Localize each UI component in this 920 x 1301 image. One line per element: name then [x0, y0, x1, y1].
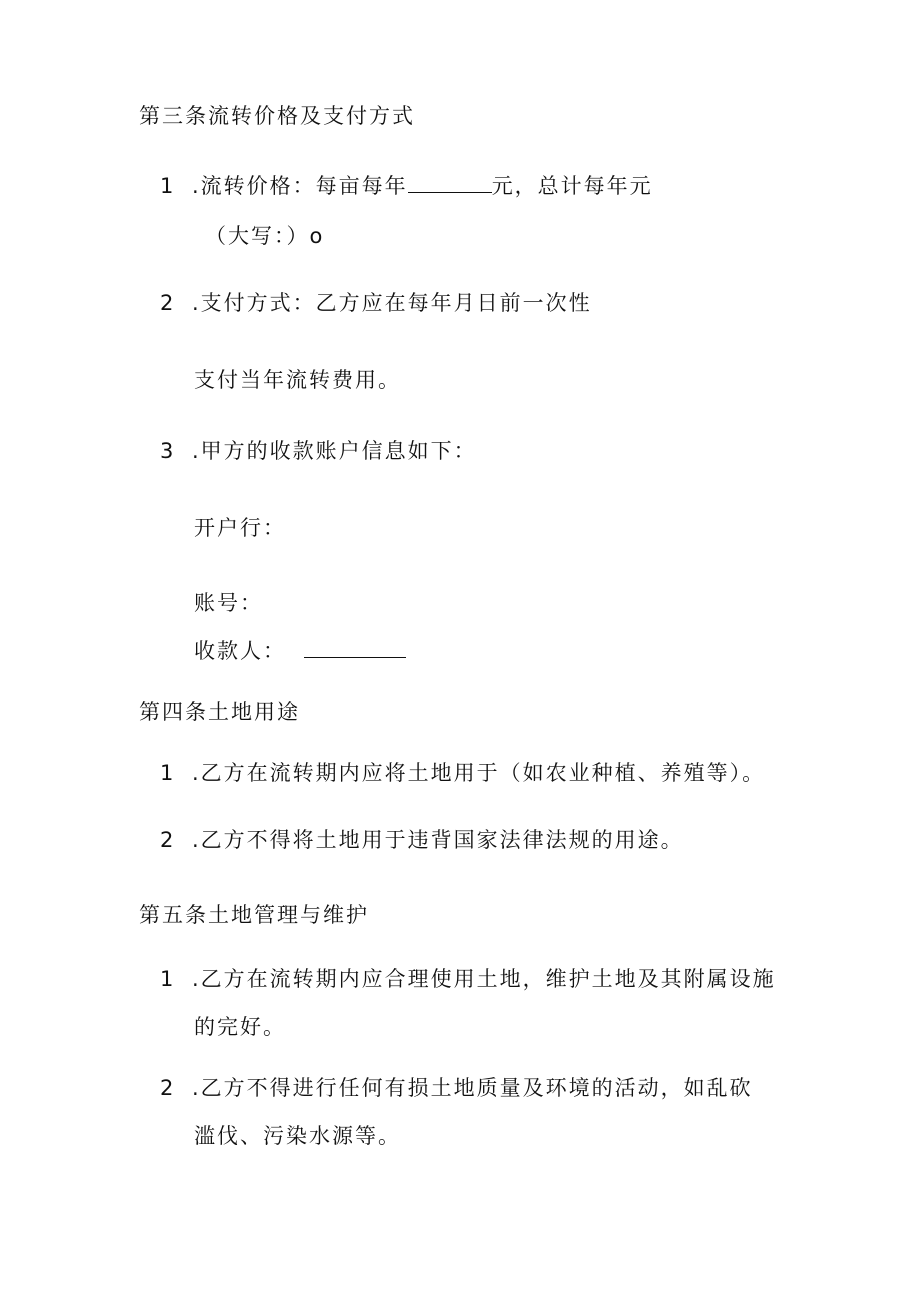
payee-blank [304, 637, 406, 658]
article3-item1-cont: （大写：）o [205, 224, 325, 248]
article5-item2-cont: 滥伐、污染水源等。 [194, 1124, 401, 1148]
article4-item2-text: .乙方不得将土地用于违背国家法律法规的用途。 [192, 828, 684, 852]
article3-item1-text-b: 元，总计每年元 [491, 174, 653, 198]
article4-item1-text: .乙方在流转期内应将土地用于（如农业种植、养殖等）。 [192, 761, 766, 785]
article4-item1 [160, 759, 765, 787]
article3-item3-num: 3 [160, 439, 174, 463]
article3-item2-num: 2 [160, 291, 174, 315]
price-blank [408, 172, 492, 193]
article5-item1-num: 1 [160, 967, 174, 991]
account-label: 账号： [194, 591, 263, 615]
article5-item1 [160, 965, 776, 993]
article5-title: 第五条土地管理与维护 [139, 903, 369, 927]
article3-item3-text: .甲方的收款账户信息如下： [192, 439, 477, 463]
article5-item1-cont: 的完好。 [194, 1015, 286, 1039]
payee-label: 收款人： [194, 639, 286, 663]
article5-item2-text: .乙方不得进行任何有损土地质量及环境的活动，如乱砍 [192, 1076, 753, 1100]
article4-title: 第四条土地用途 [139, 700, 300, 724]
article5-item2 [160, 1074, 753, 1102]
article3-item2 [160, 289, 592, 317]
bank-label: 开户行： [194, 516, 286, 540]
article3-item1 [160, 172, 653, 200]
article5-item1-text: .乙方在流转期内应合理使用土地，维护土地及其附属设施 [192, 967, 776, 991]
article3-item3 [160, 437, 477, 465]
article4-item2-num: 2 [160, 828, 174, 852]
payee-line [194, 637, 406, 665]
article3-item2-cont: 支付当年流转费用。 [194, 368, 401, 392]
article3-item2-text: .支付方式：乙方应在每年月日前一次性 [192, 291, 592, 315]
article4-item2 [160, 826, 684, 854]
article3-item1-num: 1 [160, 174, 174, 198]
article5-item2-num: 2 [160, 1076, 174, 1100]
article3-item1-text-a: .流转价格：每亩每年 [192, 174, 408, 198]
article3-title: 第三条流转价格及支付方式 [139, 104, 415, 128]
article4-item1-num: 1 [160, 761, 174, 785]
